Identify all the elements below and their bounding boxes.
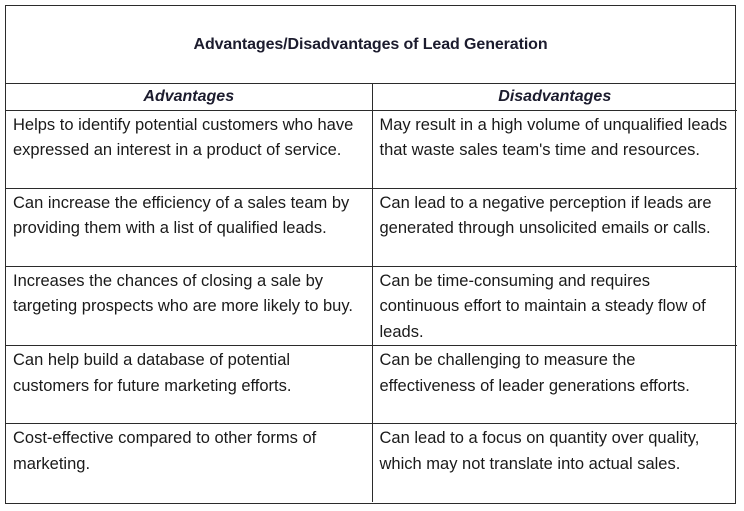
table-title: Advantages/Disadvantages of Lead Generation — [193, 35, 548, 53]
disadvantage-cell: Can lead to a negative perception if leads are generated through unsolicited emails or calls. — [372, 188, 737, 266]
advantage-cell: Helps to identify potential customers who have expressed an interest in a product of service. — [6, 110, 372, 188]
table-row — [6, 266, 737, 346]
comparison-table-frame — [5, 5, 736, 504]
title-row — [6, 6, 735, 84]
disadvantage-cell: May result in a high volume of unqualified leads that waste sales team's time and resources. — [372, 110, 737, 188]
comparison-table — [6, 84, 737, 502]
disadvantage-cell: Can lead to a focus on quantity over quality, which may not translate into actual sales. — [372, 424, 737, 502]
table-row — [6, 424, 737, 502]
advantage-cell: Can help build a database of potential customers for future marketing efforts. — [6, 346, 372, 424]
disadvantages-header: Disadvantages — [372, 84, 737, 110]
table-row — [6, 188, 737, 266]
advantage-cell: Can increase the efficiency of a sales team by providing them with a list of qualified leads. — [6, 188, 372, 266]
advantage-cell: Increases the chances of closing a sale by targeting prospects who are more likely to buy. — [6, 266, 372, 346]
advantage-cell: Cost-effective compared to other forms of marketing. — [6, 424, 372, 502]
disadvantage-cell: Can be time-consuming and requires continuous effort to maintain a steady flow of leads. — [372, 266, 737, 346]
table-row — [6, 346, 737, 424]
advantages-header: Advantages — [6, 84, 372, 110]
header-row — [6, 84, 737, 110]
disadvantage-cell: Can be challenging to measure the effectiveness of leader generations efforts. — [372, 346, 737, 424]
table-row — [6, 110, 737, 188]
